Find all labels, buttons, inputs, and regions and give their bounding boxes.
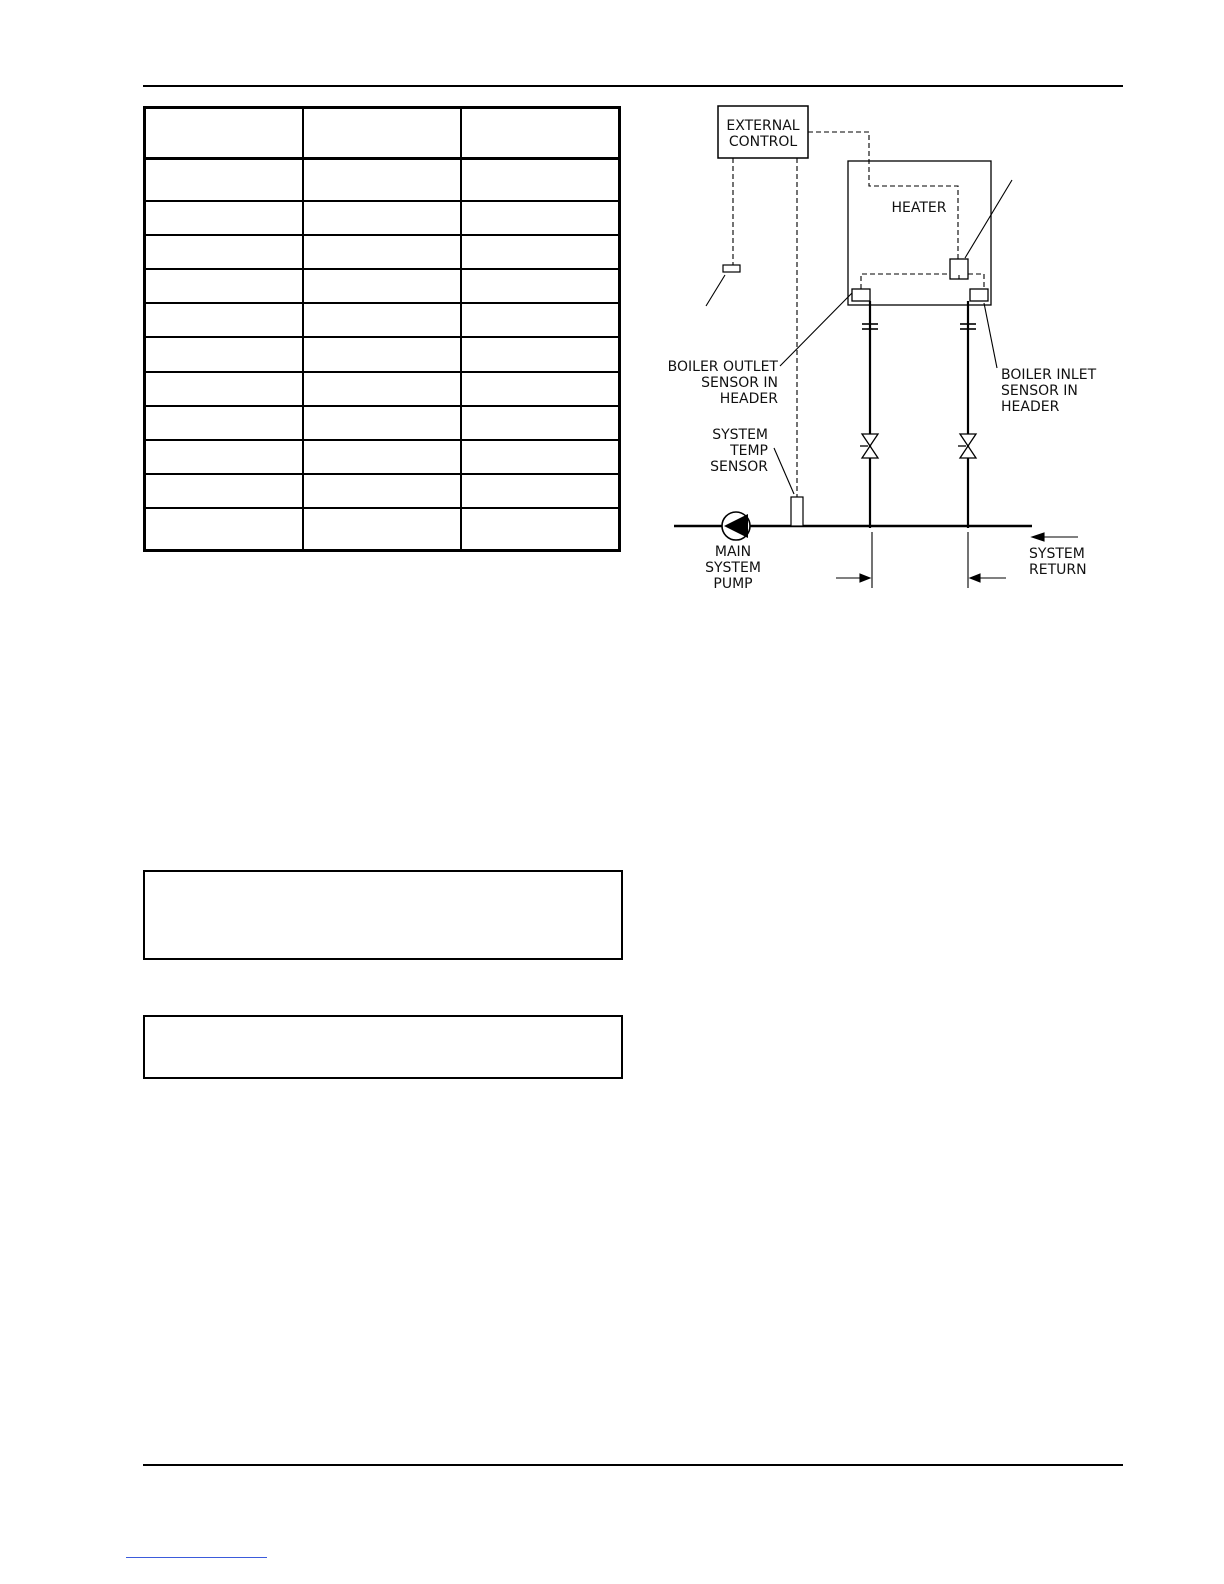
table-cell — [461, 440, 619, 474]
notice-box-2 — [143, 1015, 623, 1079]
boiler-outlet-label-3: HEADER — [719, 391, 778, 407]
system-temp-label-1: SYSTEM — [712, 427, 768, 443]
table-row — [145, 269, 620, 303]
table-cell — [461, 201, 619, 235]
table-cell — [145, 269, 303, 303]
footer-link-underline[interactable] — [126, 1557, 267, 1558]
table-cell — [303, 108, 461, 159]
piping-diagram — [660, 100, 1110, 595]
inlet-sensor — [970, 289, 988, 301]
table-row — [145, 440, 620, 474]
table-cell — [461, 508, 619, 551]
table-header-row — [145, 108, 620, 159]
external-control-label-1: EXTERNAL — [726, 118, 800, 134]
table-cell — [145, 159, 303, 202]
table-cell — [303, 440, 461, 474]
control-wiring — [733, 132, 984, 497]
table-row — [145, 406, 620, 440]
outdoor-sensor — [723, 265, 740, 272]
heater-pipes — [870, 301, 968, 528]
external-control-label-2: CONTROL — [728, 134, 798, 150]
system-return-label-2: RETURN — [1029, 562, 1087, 578]
heater-box — [848, 161, 991, 305]
system-temp-sensor-leader — [774, 448, 794, 494]
table-cell — [145, 201, 303, 235]
table-row — [145, 235, 620, 269]
table-cell — [461, 159, 619, 202]
main-pump-label-1: MAIN — [714, 544, 752, 560]
table-cell — [303, 269, 461, 303]
table-cell — [461, 474, 619, 508]
notice-box-1 — [143, 870, 623, 960]
boiler-outlet-label-2: SENSOR IN — [701, 375, 778, 391]
system-temp-sensor — [791, 497, 803, 526]
table-row — [145, 474, 620, 508]
table-cell — [145, 303, 303, 337]
heater-controller-leader — [965, 180, 1012, 258]
table-cell — [461, 108, 619, 159]
boiler-inlet-label-1: BOILER INLET — [1001, 367, 1097, 383]
table-cell — [145, 406, 303, 440]
table-cell — [303, 372, 461, 406]
table-row — [145, 337, 620, 371]
table-cell — [303, 337, 461, 371]
inlet-sensor-leader — [984, 303, 997, 368]
table-row — [145, 372, 620, 406]
table-cell — [303, 303, 461, 337]
table-cell — [145, 508, 303, 551]
footer-rule — [143, 1464, 1123, 1466]
table-cell — [303, 508, 461, 551]
table-cell — [303, 474, 461, 508]
main-pump-label-3: PUMP — [713, 576, 753, 592]
header-rule — [143, 85, 1123, 87]
table-row — [145, 303, 620, 337]
table-cell — [461, 303, 619, 337]
shutoff-valves — [860, 434, 976, 458]
data-table — [143, 106, 621, 552]
table-cell — [461, 406, 619, 440]
boiler-outlet-label-1: BOILER OUTLET — [667, 359, 778, 375]
table-cell — [145, 474, 303, 508]
system-temp-label-3: SENSOR — [710, 459, 768, 475]
table-cell — [303, 406, 461, 440]
table-cell — [145, 235, 303, 269]
table-cell — [145, 440, 303, 474]
outlet-sensor-leader — [780, 293, 852, 366]
main-system-pump — [722, 512, 750, 540]
system-temp-label-2: TEMP — [730, 443, 768, 459]
heater-label: HEATER — [891, 200, 947, 216]
table-cell — [303, 159, 461, 202]
table-cell — [461, 372, 619, 406]
table-cell — [145, 108, 303, 159]
outlet-sensor — [852, 289, 870, 301]
pipe-unions — [862, 324, 976, 329]
pipe-spacing-indicator — [836, 532, 1006, 588]
table-row — [145, 201, 620, 235]
system-return-label-1: SYSTEM — [1029, 546, 1085, 562]
table-cell — [461, 269, 619, 303]
boiler-inlet-label-2: SENSOR IN — [1001, 383, 1078, 399]
table-row — [145, 508, 620, 551]
boiler-inlet-label-3: HEADER — [1001, 399, 1060, 415]
table-cell — [303, 201, 461, 235]
table-cell — [145, 337, 303, 371]
system-return-arrow — [1032, 533, 1078, 541]
table-cell — [303, 235, 461, 269]
table-cell — [461, 337, 619, 371]
table-row — [145, 159, 620, 202]
main-pump-label-2: SYSTEM — [705, 560, 761, 576]
outdoor-sensor-leader — [706, 275, 725, 306]
table-cell — [461, 235, 619, 269]
table-cell — [145, 372, 303, 406]
